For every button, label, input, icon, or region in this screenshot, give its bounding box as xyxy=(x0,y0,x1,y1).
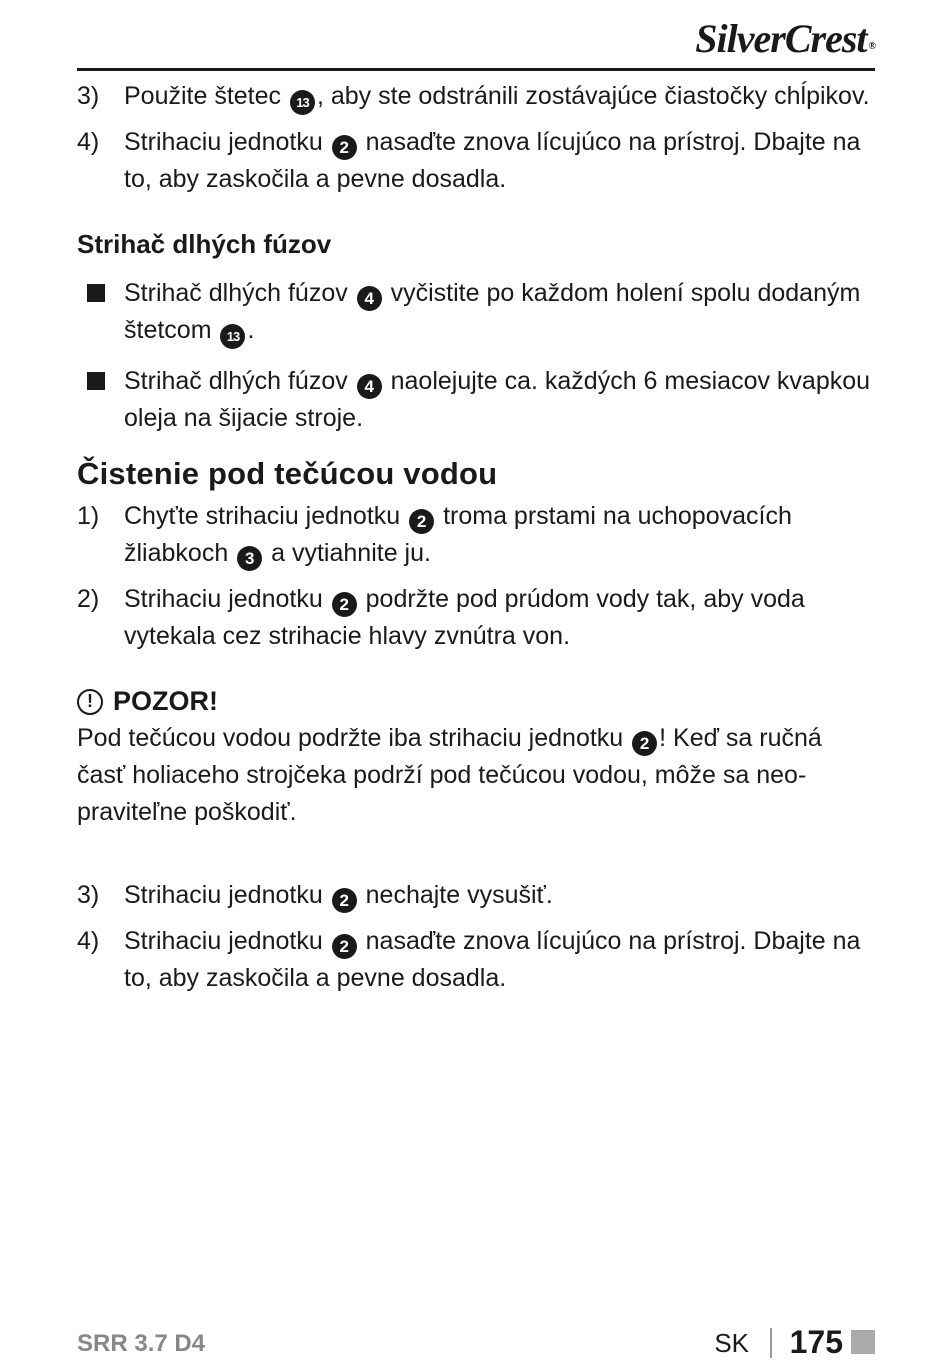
footer-separator xyxy=(770,1328,772,1358)
content xyxy=(77,78,875,1006)
bullet-item xyxy=(77,363,875,437)
step-number: 1) xyxy=(77,502,100,530)
part-number-badge: 2 xyxy=(409,509,434,534)
part-number-badge: 13 xyxy=(220,324,245,349)
step-item xyxy=(77,124,875,198)
page-footer xyxy=(77,1322,875,1362)
step-text: Strihaciu jednotku 2 nechajte vysušiť. xyxy=(124,877,875,914)
footer-page-number: 175 xyxy=(789,1324,843,1360)
part-number-badge: 2 xyxy=(332,888,357,913)
section-heading-water: Čistenie pod tečúcou vodou xyxy=(77,456,498,491)
part-number-badge: 3 xyxy=(237,546,262,571)
part-number-badge: 2 xyxy=(332,934,357,959)
step-item xyxy=(77,78,875,115)
part-number-badge: 4 xyxy=(357,286,382,311)
part-number-badge: 2 xyxy=(332,592,357,617)
warning-text: Pod tečúcou vodou podržte iba strihaciu jednotku 2 ! Keď sa ručná časť holiaceho strojčeka podrží pod tečúcou vodou, môže sa neopraviteľne poškodiť. xyxy=(77,724,822,826)
step-number: 3) xyxy=(77,881,100,909)
warning-title: POZOR! xyxy=(113,686,218,716)
warning-heading xyxy=(77,683,875,720)
step-item xyxy=(77,498,875,572)
bullet-text: Strihač dlhých fúzov 4 vyčistite po každom holení spolu dodaným štetcom 13 . xyxy=(124,275,875,349)
part-number-badge: 13 xyxy=(290,90,315,115)
part-number-badge: 2 xyxy=(632,731,657,756)
bullet-text: Strihač dlhých fúzov 4 naolejujte ca. každých 6 mesiacov kvapkou oleja na šijacie stroje. xyxy=(124,367,871,432)
part-number-badge: 4 xyxy=(357,374,382,399)
section-heading-trimmer: Strihač dlhých fúzov xyxy=(77,229,332,259)
step-text: Použite štetec 13 , aby ste odstránili zostávajúce čiastočky chĺpikov. xyxy=(124,78,875,115)
step-text: Strihaciu jednotku 2 nasaďte znova lícujúco na prístroj. Dbajte na to, aby zaskočila a pevne dosadla. xyxy=(124,128,861,193)
brand-logo: SilverCrest ® xyxy=(695,16,875,61)
bullet-item xyxy=(77,275,875,349)
step-number: 4) xyxy=(77,128,100,156)
step-number: 4) xyxy=(77,927,100,955)
step-number: 3) xyxy=(77,82,100,110)
footer-square-icon xyxy=(851,1330,875,1354)
warning-icon: ! xyxy=(77,689,103,715)
step-item xyxy=(77,877,875,914)
footer-model: SRR 3.7 D4 xyxy=(77,1330,206,1357)
step-number: 2) xyxy=(77,585,100,613)
manual-page xyxy=(77,0,875,1365)
step-item xyxy=(77,581,875,655)
footer-language: SK xyxy=(714,1328,749,1358)
header-rule xyxy=(77,68,875,71)
step-item xyxy=(77,923,875,997)
part-number-badge: 2 xyxy=(332,135,357,160)
step-text: Strihaciu jednotku 2 nasaďte znova lícujúco na prístroj. Dbajte na to, aby zaskočila a pevne dosadla. xyxy=(124,927,861,992)
step-text: Chyťte strihaciu jednotku 2 troma prstami na uchopovacích žliabkoch 3 a vytiahnite ju. xyxy=(124,498,875,572)
step-text: Strihaciu jednotku 2 podržte pod prúdom vody tak, aby voda vytekala cez strihacie hlavy zvnútra von. xyxy=(124,585,805,650)
